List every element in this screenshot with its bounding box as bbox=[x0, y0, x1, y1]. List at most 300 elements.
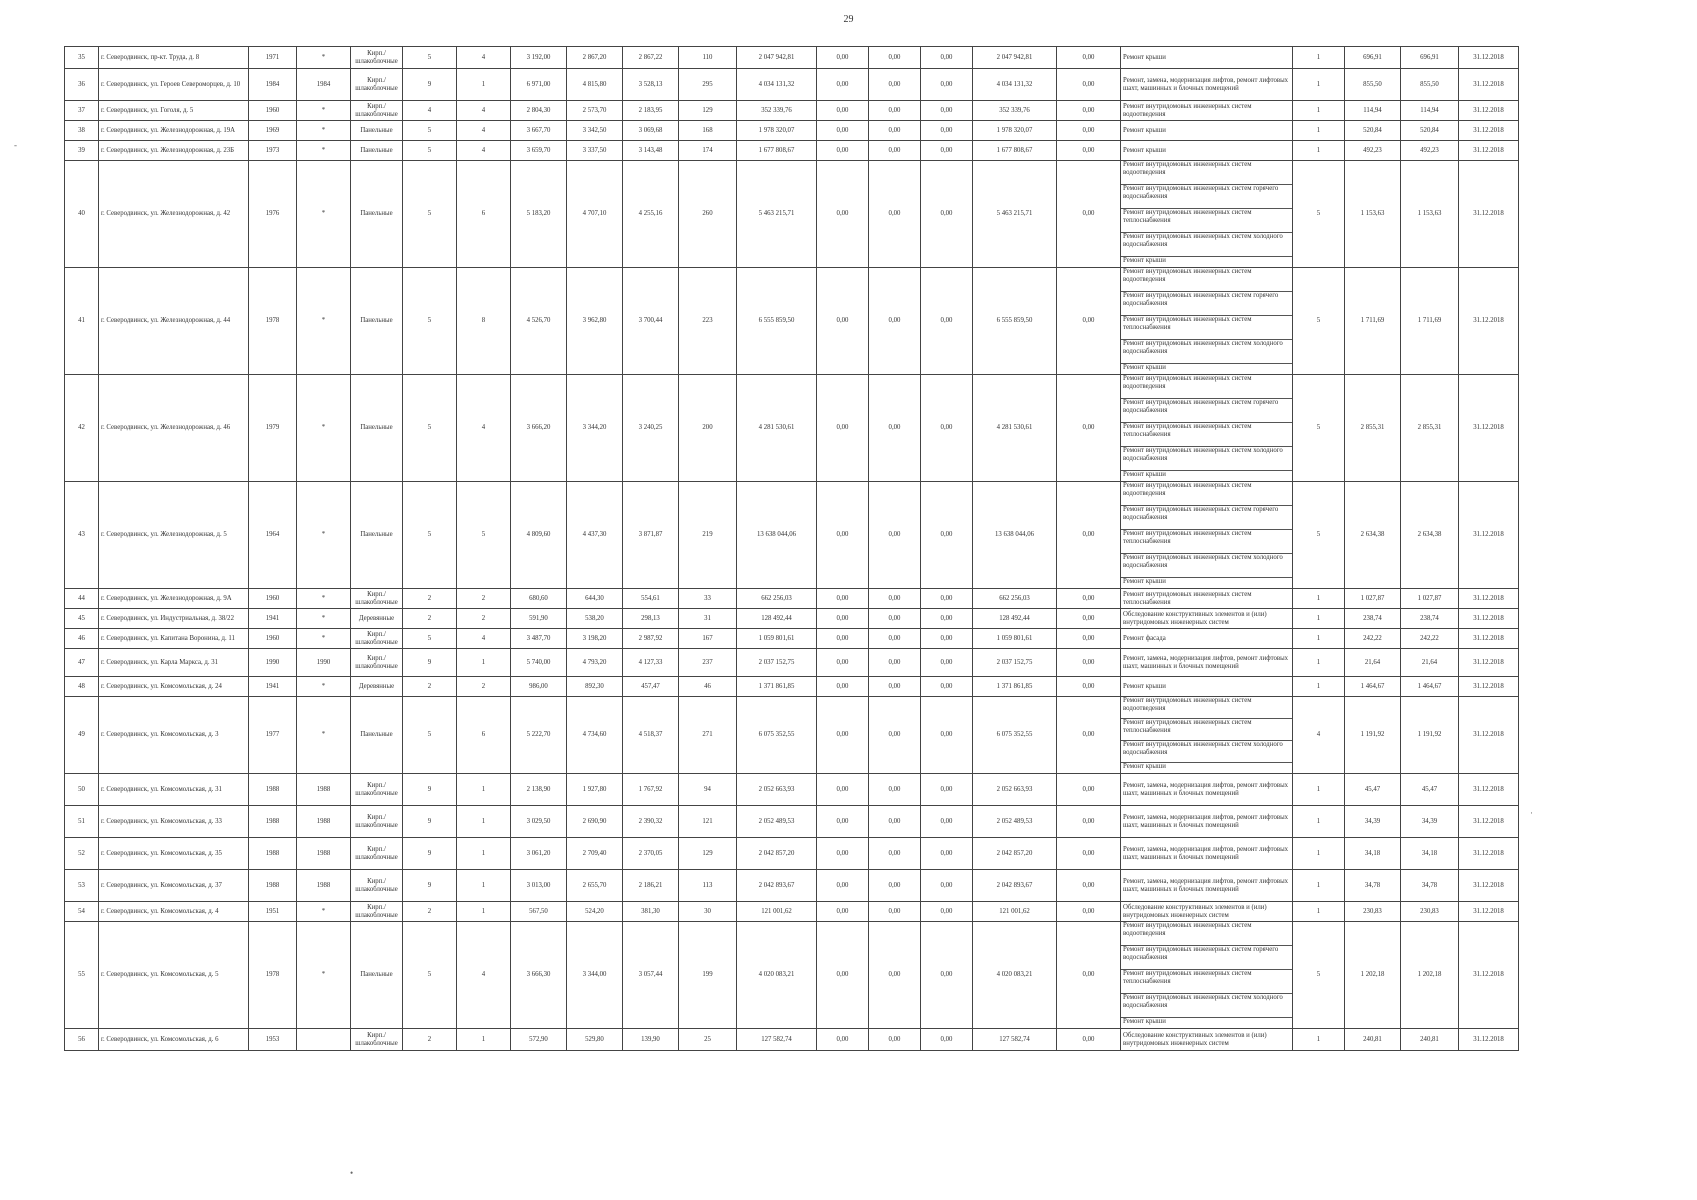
cell-fl: 9 bbox=[403, 649, 457, 677]
cell-cost: 121 001,62 bbox=[737, 902, 817, 922]
cell-mat: Кирп./ шлакоблочные bbox=[351, 589, 403, 609]
cell-a3: 2 183,95 bbox=[623, 101, 679, 121]
cell-p: 25 bbox=[679, 1029, 737, 1051]
cell-f3: 0,00 bbox=[921, 902, 973, 922]
cell-fl: 9 bbox=[403, 69, 457, 101]
work-item: Ремонт крыши bbox=[1123, 126, 1166, 134]
cell-f4: 0,00 bbox=[1057, 649, 1121, 677]
table-row bbox=[65, 141, 1519, 161]
cell-a2: 4 707,10 bbox=[567, 161, 623, 268]
cell-a3: 4 518,37 bbox=[623, 697, 679, 774]
cell-a3: 2 370,05 bbox=[623, 838, 679, 870]
work-item: Ремонт внутридомовых инженерных систем горячего водоснабжения bbox=[1121, 506, 1292, 530]
cell-y2: * bbox=[297, 589, 351, 609]
cell-year: 1988 bbox=[249, 806, 297, 838]
work-item: Ремонт внутридомовых инженерных систем водоотведения bbox=[1121, 375, 1292, 399]
cell-cost: 2 042 893,67 bbox=[737, 870, 817, 902]
cell-mat: Деревянные bbox=[351, 677, 403, 697]
cell-f2: 0,00 bbox=[869, 69, 921, 101]
cell-own: 2 052 663,93 bbox=[973, 774, 1057, 806]
cell-u1: 45,47 bbox=[1345, 774, 1401, 806]
cell-a3: 4 127,33 bbox=[623, 649, 679, 677]
cell-f2: 0,00 bbox=[869, 589, 921, 609]
cell-a3: 3 240,25 bbox=[623, 375, 679, 482]
cell-ent: 2 bbox=[457, 589, 511, 609]
cell-date: 31.12.2018 bbox=[1459, 589, 1519, 609]
cell-n: 43 bbox=[65, 482, 99, 589]
cell-y2 bbox=[297, 1029, 351, 1051]
cell-a1: 5 740,00 bbox=[511, 649, 567, 677]
cell-mat: Кирп./ шлакоблочные bbox=[351, 1029, 403, 1051]
cell-u1: 1 202,18 bbox=[1345, 922, 1401, 1029]
cell-y2: * bbox=[297, 677, 351, 697]
cell-work-list bbox=[1121, 121, 1293, 141]
cell-cost: 127 582,74 bbox=[737, 1029, 817, 1051]
cell-addr: г. Северодвинск, ул. Героев Североморцев, д. 10 bbox=[99, 69, 249, 101]
table-row bbox=[65, 47, 1519, 69]
cell-own: 5 463 215,71 bbox=[973, 161, 1057, 268]
cell-f4: 0,00 bbox=[1057, 482, 1121, 589]
cell-u1: 34,39 bbox=[1345, 806, 1401, 838]
cell-mat: Кирп./ шлакоблочные bbox=[351, 806, 403, 838]
cell-n: 38 bbox=[65, 121, 99, 141]
cell-f4: 0,00 bbox=[1057, 589, 1121, 609]
cell-a1: 567,50 bbox=[511, 902, 567, 922]
cell-p: 167 bbox=[679, 629, 737, 649]
table-row bbox=[65, 589, 1519, 609]
cell-cnt: 5 bbox=[1293, 375, 1345, 482]
cell-f3: 0,00 bbox=[921, 1029, 973, 1051]
work-item: Ремонт, замена, модернизация лифтов, ремонт лифтовых шахт, машинных и блочных помещений bbox=[1123, 813, 1289, 829]
cell-work-list bbox=[1121, 268, 1293, 375]
cell-cnt: 1 bbox=[1293, 47, 1345, 69]
cell-f1: 0,00 bbox=[817, 870, 869, 902]
cell-f4: 0,00 bbox=[1057, 161, 1121, 268]
work-item: Ремонт внутридомовых инженерных систем холодного водоснабжения bbox=[1121, 340, 1292, 364]
cell-a1: 3 192,00 bbox=[511, 47, 567, 69]
cell-a3: 4 255,16 bbox=[623, 161, 679, 268]
cell-a1: 3 666,30 bbox=[511, 922, 567, 1029]
cell-own: 127 582,74 bbox=[973, 1029, 1057, 1051]
cell-cnt: 1 bbox=[1293, 101, 1345, 121]
cell-u1: 34,78 bbox=[1345, 870, 1401, 902]
cell-a2: 2 867,20 bbox=[567, 47, 623, 69]
cell-u2: 696,91 bbox=[1401, 47, 1459, 69]
cell-cost: 13 638 044,06 bbox=[737, 482, 817, 589]
cell-a1: 2 138,90 bbox=[511, 774, 567, 806]
cell-f3: 0,00 bbox=[921, 838, 973, 870]
cell-own: 1 978 320,07 bbox=[973, 121, 1057, 141]
cell-cnt: 1 bbox=[1293, 870, 1345, 902]
cell-p: 237 bbox=[679, 649, 737, 677]
cell-a1: 2 804,30 bbox=[511, 101, 567, 121]
cell-ent: 4 bbox=[457, 629, 511, 649]
cell-y2: * bbox=[297, 482, 351, 589]
cell-addr: г. Северодвинск, ул. Капитана Воронина, д. 11 bbox=[99, 629, 249, 649]
cell-y2: * bbox=[297, 609, 351, 629]
cell-a2: 4 815,80 bbox=[567, 69, 623, 101]
cell-u2: 520,84 bbox=[1401, 121, 1459, 141]
cell-a1: 3 487,70 bbox=[511, 629, 567, 649]
work-item: Ремонт внутридомовых инженерных систем водоотведения bbox=[1121, 268, 1292, 292]
cell-ent: 1 bbox=[457, 870, 511, 902]
cell-a2: 644,30 bbox=[567, 589, 623, 609]
cell-y2: * bbox=[297, 121, 351, 141]
cell-year: 1978 bbox=[249, 922, 297, 1029]
cell-n: 45 bbox=[65, 609, 99, 629]
cell-work-list bbox=[1121, 375, 1293, 482]
cell-mat: Панельные bbox=[351, 121, 403, 141]
cell-addr: г. Северодвинск, ул. Железнодорожная, д. 44 bbox=[99, 268, 249, 375]
cell-ent: 1 bbox=[457, 774, 511, 806]
cell-p: 33 bbox=[679, 589, 737, 609]
cell-u2: 1 153,63 bbox=[1401, 161, 1459, 268]
cell-a1: 986,00 bbox=[511, 677, 567, 697]
cell-year: 1960 bbox=[249, 589, 297, 609]
cell-u2: 2 855,31 bbox=[1401, 375, 1459, 482]
cell-fl: 2 bbox=[403, 1029, 457, 1051]
cell-year: 1953 bbox=[249, 1029, 297, 1051]
cell-f3: 0,00 bbox=[921, 697, 973, 774]
cell-date: 31.12.2018 bbox=[1459, 629, 1519, 649]
cell-ent: 5 bbox=[457, 482, 511, 589]
cell-year: 1984 bbox=[249, 69, 297, 101]
cell-p: 260 bbox=[679, 161, 737, 268]
cell-cnt: 1 bbox=[1293, 902, 1345, 922]
cell-cnt: 5 bbox=[1293, 922, 1345, 1029]
cell-a3: 2 390,32 bbox=[623, 806, 679, 838]
cell-mat: Кирп./ шлакоблочные bbox=[351, 101, 403, 121]
cell-f2: 0,00 bbox=[869, 1029, 921, 1051]
cell-u1: 492,23 bbox=[1345, 141, 1401, 161]
cell-date: 31.12.2018 bbox=[1459, 375, 1519, 482]
cell-addr: г. Северодвинск, ул. Комсомольская, д. 24 bbox=[99, 677, 249, 697]
work-item: Ремонт крыши bbox=[1123, 364, 1166, 371]
cell-f4: 0,00 bbox=[1057, 806, 1121, 838]
cell-u2: 34,78 bbox=[1401, 870, 1459, 902]
cell-ent: 1 bbox=[457, 1029, 511, 1051]
table-row bbox=[65, 375, 1519, 482]
cell-work-list bbox=[1121, 141, 1293, 161]
cell-a3: 298,13 bbox=[623, 609, 679, 629]
cell-a3: 457,47 bbox=[623, 677, 679, 697]
cell-own: 2 047 942,81 bbox=[973, 47, 1057, 69]
work-item: Ремонт внутридомовых инженерных систем холодного водоснабжения bbox=[1121, 554, 1292, 578]
cell-date: 31.12.2018 bbox=[1459, 922, 1519, 1029]
table-row bbox=[65, 806, 1519, 838]
cell-n: 42 bbox=[65, 375, 99, 482]
cell-u1: 855,50 bbox=[1345, 69, 1401, 101]
table-row bbox=[65, 121, 1519, 141]
cell-u2: 238,74 bbox=[1401, 609, 1459, 629]
cell-cost: 2 052 489,53 bbox=[737, 806, 817, 838]
cell-f4: 0,00 bbox=[1057, 69, 1121, 101]
cell-n: 55 bbox=[65, 922, 99, 1029]
cell-date: 31.12.2018 bbox=[1459, 101, 1519, 121]
cell-f4: 0,00 bbox=[1057, 1029, 1121, 1051]
work-item: Ремонт крыши bbox=[1123, 257, 1166, 264]
cell-f2: 0,00 bbox=[869, 141, 921, 161]
work-item: Ремонт внутридомовых инженерных систем теплоснабжения bbox=[1121, 209, 1292, 233]
cell-work-list bbox=[1121, 870, 1293, 902]
cell-date: 31.12.2018 bbox=[1459, 697, 1519, 774]
cell-ent: 8 bbox=[457, 268, 511, 375]
cell-n: 35 bbox=[65, 47, 99, 69]
table-row bbox=[65, 1029, 1519, 1051]
cell-y2: * bbox=[297, 902, 351, 922]
cell-n: 40 bbox=[65, 161, 99, 268]
cell-f1: 0,00 bbox=[817, 161, 869, 268]
cell-f4: 0,00 bbox=[1057, 677, 1121, 697]
cell-mat: Панельные bbox=[351, 375, 403, 482]
cell-a2: 2 655,70 bbox=[567, 870, 623, 902]
cell-year: 1990 bbox=[249, 649, 297, 677]
cell-u2: 1 027,87 bbox=[1401, 589, 1459, 609]
cell-f1: 0,00 bbox=[817, 649, 869, 677]
cell-fl: 2 bbox=[403, 677, 457, 697]
cell-date: 31.12.2018 bbox=[1459, 268, 1519, 375]
table-row bbox=[65, 697, 1519, 774]
cell-n: 48 bbox=[65, 677, 99, 697]
cell-f4: 0,00 bbox=[1057, 121, 1121, 141]
cell-cnt: 1 bbox=[1293, 69, 1345, 101]
cell-cost: 352 339,76 bbox=[737, 101, 817, 121]
cell-mat: Кирп./ шлакоблочные bbox=[351, 649, 403, 677]
cell-mat: Кирп./ шлакоблочные bbox=[351, 629, 403, 649]
cell-addr: г. Северодвинск, ул. Гоголя, д. 5 bbox=[99, 101, 249, 121]
cell-year: 1979 bbox=[249, 375, 297, 482]
table-row bbox=[65, 609, 1519, 629]
cell-p: 110 bbox=[679, 47, 737, 69]
table-row bbox=[65, 677, 1519, 697]
work-item: Ремонт, замена, модернизация лифтов, ремонт лифтовых шахт, машинных и блочных помещений bbox=[1123, 877, 1289, 893]
cell-date: 31.12.2018 bbox=[1459, 838, 1519, 870]
cell-own: 4 020 083,21 bbox=[973, 922, 1057, 1029]
cell-u1: 1 711,69 bbox=[1345, 268, 1401, 375]
cell-own: 121 001,62 bbox=[973, 902, 1057, 922]
table-row bbox=[65, 268, 1519, 375]
cell-u1: 21,64 bbox=[1345, 649, 1401, 677]
cell-f2: 0,00 bbox=[869, 806, 921, 838]
cell-u1: 1 153,63 bbox=[1345, 161, 1401, 268]
cell-addr: г. Северодвинск, ул. Комсомольская, д. 33 bbox=[99, 806, 249, 838]
cell-n: 41 bbox=[65, 268, 99, 375]
cell-year: 1988 bbox=[249, 838, 297, 870]
cell-year: 1978 bbox=[249, 268, 297, 375]
work-item: Ремонт внутридомовых инженерных систем теплоснабжения bbox=[1121, 530, 1292, 554]
cell-f2: 0,00 bbox=[869, 629, 921, 649]
cell-n: 52 bbox=[65, 838, 99, 870]
cell-own: 2 052 489,53 bbox=[973, 806, 1057, 838]
cell-mat: Кирп./ шлакоблочные bbox=[351, 838, 403, 870]
cell-a3: 139,90 bbox=[623, 1029, 679, 1051]
cell-p: 223 bbox=[679, 268, 737, 375]
cell-own: 13 638 044,06 bbox=[973, 482, 1057, 589]
cell-u2: 2 634,38 bbox=[1401, 482, 1459, 589]
cell-f1: 0,00 bbox=[817, 375, 869, 482]
cell-a2: 4 734,60 bbox=[567, 697, 623, 774]
cell-own: 6 555 859,50 bbox=[973, 268, 1057, 375]
cell-f2: 0,00 bbox=[869, 121, 921, 141]
cell-ent: 6 bbox=[457, 697, 511, 774]
cell-work-list bbox=[1121, 101, 1293, 121]
cell-n: 54 bbox=[65, 902, 99, 922]
cell-mat: Кирп./ шлакоблочные bbox=[351, 69, 403, 101]
cell-n: 50 bbox=[65, 774, 99, 806]
cell-n: 37 bbox=[65, 101, 99, 121]
cell-addr: г. Северодвинск, ул. Железнодорожная, д. 46 bbox=[99, 375, 249, 482]
cell-addr: г. Северодвинск, ул. Железнодорожная, д. 9А bbox=[99, 589, 249, 609]
cell-work-list bbox=[1121, 161, 1293, 268]
cell-u1: 1 191,92 bbox=[1345, 697, 1401, 774]
table-row bbox=[65, 161, 1519, 268]
cell-year: 1960 bbox=[249, 101, 297, 121]
cell-f4: 0,00 bbox=[1057, 609, 1121, 629]
cell-y2: * bbox=[297, 141, 351, 161]
cell-f3: 0,00 bbox=[921, 922, 973, 1029]
cell-work-list bbox=[1121, 806, 1293, 838]
work-item: Ремонт внутридомовых инженерных систем водоотведения bbox=[1121, 161, 1292, 185]
table-row bbox=[65, 101, 1519, 121]
cell-ent: 1 bbox=[457, 806, 511, 838]
table-row bbox=[65, 838, 1519, 870]
table-row bbox=[65, 649, 1519, 677]
work-item: Ремонт внутридомовых инженерных систем водоотведения bbox=[1121, 697, 1292, 719]
cell-cnt: 1 bbox=[1293, 677, 1345, 697]
cell-mat: Панельные bbox=[351, 141, 403, 161]
cell-date: 31.12.2018 bbox=[1459, 870, 1519, 902]
cell-cnt: 1 bbox=[1293, 774, 1345, 806]
cell-fl: 9 bbox=[403, 774, 457, 806]
cell-cnt: 1 bbox=[1293, 141, 1345, 161]
cell-fl: 9 bbox=[403, 870, 457, 902]
cell-a1: 3 013,00 bbox=[511, 870, 567, 902]
cell-addr: г. Северодвинск, ул. Комсомольская, д. 3 bbox=[99, 697, 249, 774]
cell-n: 44 bbox=[65, 589, 99, 609]
cell-u1: 238,74 bbox=[1345, 609, 1401, 629]
cell-ent: 4 bbox=[457, 141, 511, 161]
work-item: Ремонт внутридомовых инженерных систем горячего водоснабжения bbox=[1121, 946, 1292, 970]
cell-f4: 0,00 bbox=[1057, 47, 1121, 69]
cell-u2: 21,64 bbox=[1401, 649, 1459, 677]
cell-f2: 0,00 bbox=[869, 649, 921, 677]
cell-u1: 34,18 bbox=[1345, 838, 1401, 870]
cell-u1: 2 634,38 bbox=[1345, 482, 1401, 589]
cell-date: 31.12.2018 bbox=[1459, 774, 1519, 806]
cell-ent: 2 bbox=[457, 609, 511, 629]
cell-own: 2 037 152,75 bbox=[973, 649, 1057, 677]
cell-f1: 0,00 bbox=[817, 1029, 869, 1051]
cell-p: 295 bbox=[679, 69, 737, 101]
cell-a2: 4 437,30 bbox=[567, 482, 623, 589]
work-item: Ремонт внутридомовых инженерных систем теплоснабжения bbox=[1121, 719, 1292, 741]
cell-f2: 0,00 bbox=[869, 375, 921, 482]
cell-mat: Панельные bbox=[351, 922, 403, 1029]
cell-u2: 230,83 bbox=[1401, 902, 1459, 922]
cell-f3: 0,00 bbox=[921, 101, 973, 121]
cell-fl: 5 bbox=[403, 141, 457, 161]
cell-a3: 3 143,48 bbox=[623, 141, 679, 161]
cell-f2: 0,00 bbox=[869, 609, 921, 629]
cell-ent: 6 bbox=[457, 161, 511, 268]
cell-u1: 520,84 bbox=[1345, 121, 1401, 141]
cell-f2: 0,00 bbox=[869, 482, 921, 589]
cell-p: 121 bbox=[679, 806, 737, 838]
cell-f3: 0,00 bbox=[921, 629, 973, 649]
cell-f3: 0,00 bbox=[921, 141, 973, 161]
cell-f4: 0,00 bbox=[1057, 870, 1121, 902]
scan-mark: - bbox=[14, 140, 17, 150]
cell-own: 4 034 131,32 bbox=[973, 69, 1057, 101]
cell-own: 352 339,76 bbox=[973, 101, 1057, 121]
work-item: Ремонт внутридомовых инженерных систем теплоснабжения bbox=[1121, 970, 1292, 994]
cell-y2: * bbox=[297, 101, 351, 121]
cell-p: 174 bbox=[679, 141, 737, 161]
cell-p: 168 bbox=[679, 121, 737, 141]
capital-repair-table bbox=[64, 46, 1519, 1051]
cell-f2: 0,00 bbox=[869, 697, 921, 774]
cell-f2: 0,00 bbox=[869, 47, 921, 69]
cell-u2: 34,39 bbox=[1401, 806, 1459, 838]
cell-a3: 3 057,44 bbox=[623, 922, 679, 1029]
cell-date: 31.12.2018 bbox=[1459, 609, 1519, 629]
cell-u1: 230,83 bbox=[1345, 902, 1401, 922]
cell-n: 39 bbox=[65, 141, 99, 161]
cell-f3: 0,00 bbox=[921, 268, 973, 375]
work-item: Ремонт внутридомовых инженерных систем теплоснабжения bbox=[1123, 590, 1252, 606]
cell-cost: 1 059 801,61 bbox=[737, 629, 817, 649]
work-item: Ремонт, замена, модернизация лифтов, ремонт лифтовых шахт, машинных и блочных помещений bbox=[1123, 654, 1289, 670]
cell-f1: 0,00 bbox=[817, 677, 869, 697]
cell-n: 46 bbox=[65, 629, 99, 649]
cell-year: 1951 bbox=[249, 902, 297, 922]
cell-cost: 4 020 083,21 bbox=[737, 922, 817, 1029]
cell-work-list bbox=[1121, 697, 1293, 774]
cell-a1: 4 809,60 bbox=[511, 482, 567, 589]
table-row bbox=[65, 69, 1519, 101]
cell-p: 113 bbox=[679, 870, 737, 902]
cell-own: 4 281 530,61 bbox=[973, 375, 1057, 482]
cell-a1: 3 061,20 bbox=[511, 838, 567, 870]
work-item: Ремонт, замена, модернизация лифтов, ремонт лифтовых шахт, машинных и блочных помещений bbox=[1123, 845, 1289, 861]
cell-cnt: 1 bbox=[1293, 1029, 1345, 1051]
cell-fl: 2 bbox=[403, 902, 457, 922]
cell-f4: 0,00 bbox=[1057, 629, 1121, 649]
cell-f2: 0,00 bbox=[869, 101, 921, 121]
cell-cost: 128 492,44 bbox=[737, 609, 817, 629]
cell-ent: 1 bbox=[457, 838, 511, 870]
cell-cnt: 1 bbox=[1293, 838, 1345, 870]
cell-a2: 3 344,20 bbox=[567, 375, 623, 482]
table-row bbox=[65, 902, 1519, 922]
cell-f3: 0,00 bbox=[921, 69, 973, 101]
work-item: Ремонт внутридомовых инженерных систем водоотведения bbox=[1121, 482, 1292, 506]
cell-fl: 9 bbox=[403, 838, 457, 870]
work-item: Ремонт внутридомовых инженерных систем холодного водоснабжения bbox=[1121, 447, 1292, 471]
cell-a2: 3 962,80 bbox=[567, 268, 623, 375]
cell-fl: 5 bbox=[403, 482, 457, 589]
cell-work-list bbox=[1121, 838, 1293, 870]
cell-u2: 242,22 bbox=[1401, 629, 1459, 649]
cell-n: 47 bbox=[65, 649, 99, 677]
cell-f2: 0,00 bbox=[869, 922, 921, 1029]
work-item: Ремонт крыши bbox=[1123, 146, 1166, 154]
cell-addr: г. Северодвинск, ул. Комсомольская, д. 6 bbox=[99, 1029, 249, 1051]
cell-ent: 4 bbox=[457, 121, 511, 141]
cell-a1: 5 183,20 bbox=[511, 161, 567, 268]
cell-y2: 1984 bbox=[297, 69, 351, 101]
cell-u1: 1 027,87 bbox=[1345, 589, 1401, 609]
